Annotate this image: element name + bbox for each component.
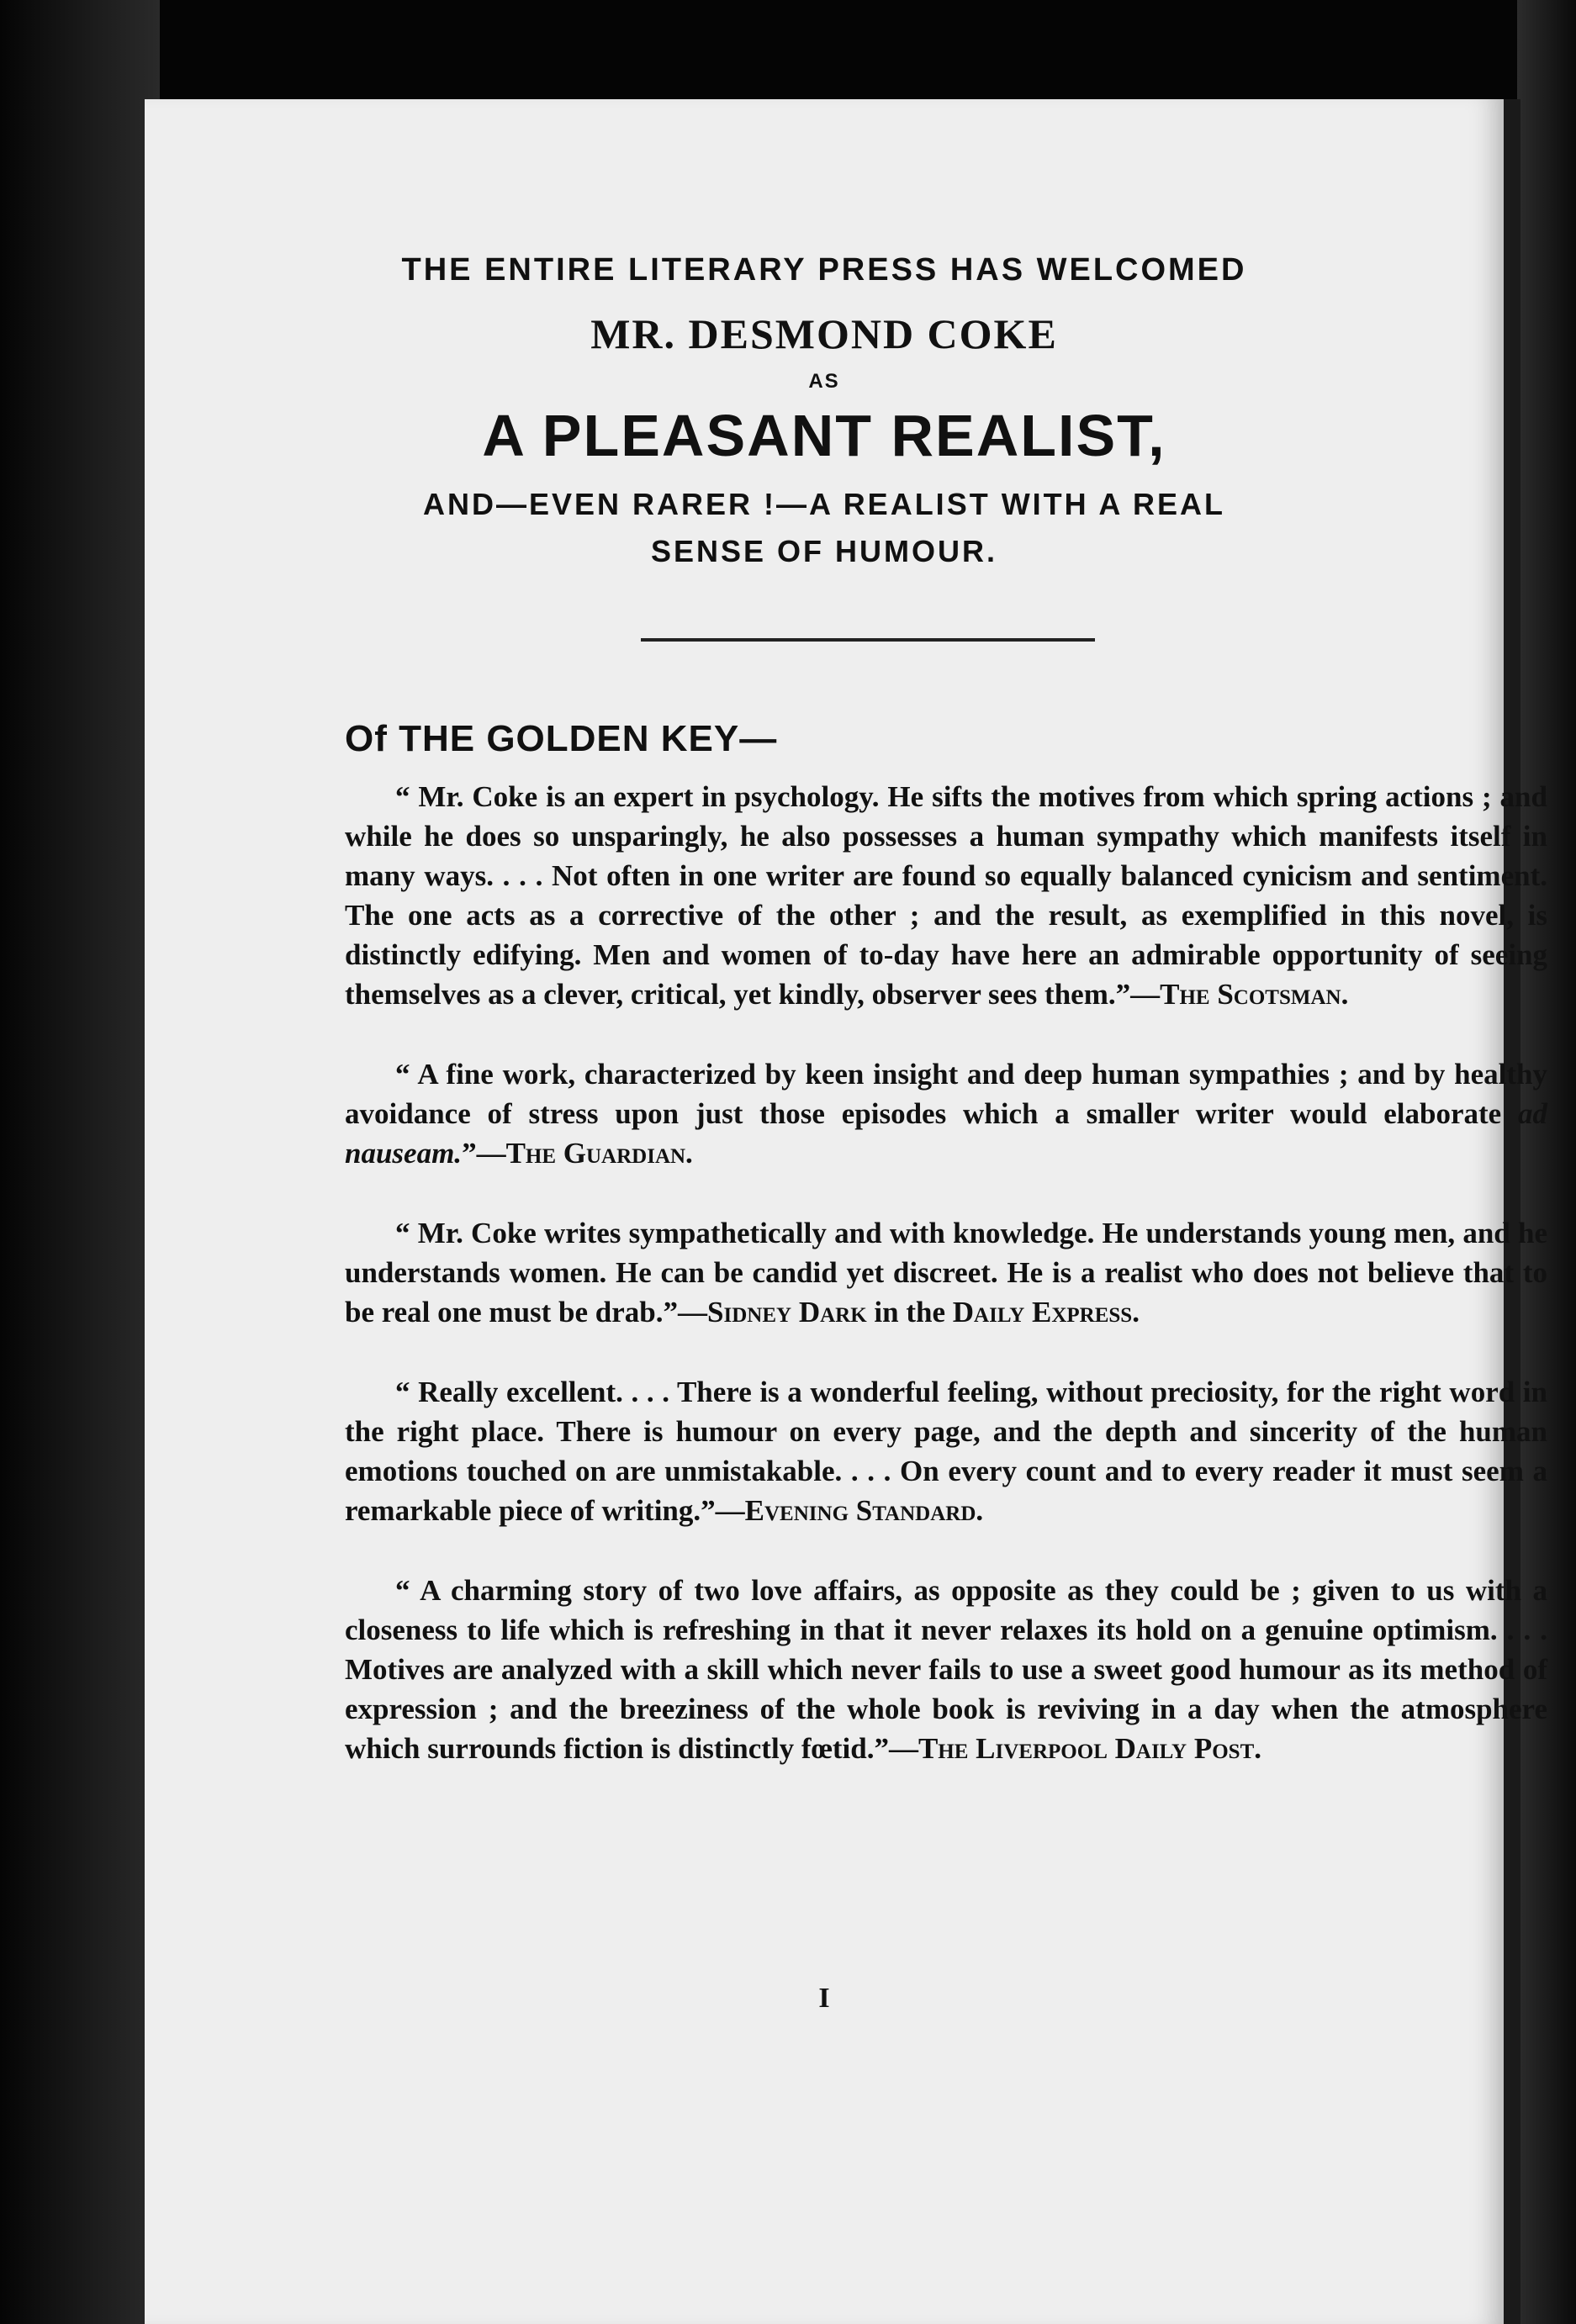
scan-border-left xyxy=(0,0,160,2324)
quote-italic: ad nauseam. xyxy=(345,1097,1547,1170)
page-title: A PLEASANT REALIST, xyxy=(482,403,1166,468)
header-subtitle xyxy=(145,481,1504,575)
subtitle-line-2: SENSE OF HUMOUR. xyxy=(650,534,998,568)
review-quote-guardian xyxy=(345,1054,1547,1173)
quote-text: “ A charming story of two love affairs, as opposite as they could be ; given to us with a closeness to life which is refreshing in that it never relaxes its hold on a genuine optimism. . . . Motives are analyzed with a skill which never fails to use a sweet good humour as its method of expression ; and the breeziness of the whole book is reviving in a day when the atmosphere which surrounds fiction is distinctly fœtid.”— xyxy=(345,1574,1547,1765)
divider-rule xyxy=(641,638,1095,642)
quote-text-end: ”— xyxy=(462,1137,506,1170)
quote-text: “ A fine work, characterized by keen insight and deep human sympathies ; and by healthy avoidance of stress upon just those episodes which a smaller writer would elaborate xyxy=(345,1058,1547,1130)
subtitle-line-1: AND—EVEN RARER !—A REALIST WITH A REAL xyxy=(423,487,1225,521)
review-quote-liverpool xyxy=(345,1571,1547,1768)
quote-source: Evening Standard. xyxy=(744,1494,984,1527)
quote-source: Daily Express. xyxy=(952,1296,1140,1328)
quote-text: “ Mr. Coke writes sympathetically and with knowledge. He understands young men, and he understands women. He can be candid yet discreet. He is a realist who does not believe that to be real one must be drab.”— xyxy=(345,1217,1547,1328)
header-as: AS xyxy=(808,370,840,393)
quote-source: The Guardian. xyxy=(505,1137,693,1170)
header-line-1: THE ENTIRE LITERARY PRESS HAS WELCOMED xyxy=(401,252,1247,288)
quote-source: The Scotsman. xyxy=(1160,978,1349,1011)
review-quote-daily-express xyxy=(345,1213,1547,1332)
quote-text-middle: in the xyxy=(866,1296,953,1328)
scan-border-top xyxy=(0,0,1576,99)
quote-text: “ Mr. Coke is an expert in psychology. He sifts the motives from which spring actions ; and while he does so unsparingly, he also possesses a human sympathy which manifests itself in many ways. . . . Not often in one writer are found so equally balanced cynicism and sentiment. The one acts as a corrective of the other ; and the result, as exemplified in this novel, is distinctly edifying. Men and women of to-day have here an admirable opportunity of seeing themselves as a clever, critical, yet kindly, observer sees them.”— xyxy=(345,780,1547,1011)
quote-text: “ Really excellent. . . . There is a wonderful feeling, without preciosity, for the right word in the right place. There is humour on every page, and the depth and sincerity of the human emotions touched on are unmistakable. . . . On every count and to every reader it must seem a remarkable piece of writing.”— xyxy=(345,1376,1547,1527)
page-number: I xyxy=(818,1983,830,2014)
review-quote-evening-standard xyxy=(345,1372,1547,1530)
quote-source: The Liverpool Daily Post. xyxy=(918,1732,1262,1765)
section-title: Of THE GOLDEN KEY— xyxy=(345,718,778,759)
review-quote-scotsman xyxy=(345,777,1547,1014)
document-page xyxy=(145,99,1547,2324)
author-name: MR. DESMOND COKE xyxy=(590,310,1058,357)
review-quotes xyxy=(345,777,1547,1809)
quote-source-author: Sidney Dark xyxy=(707,1296,867,1328)
